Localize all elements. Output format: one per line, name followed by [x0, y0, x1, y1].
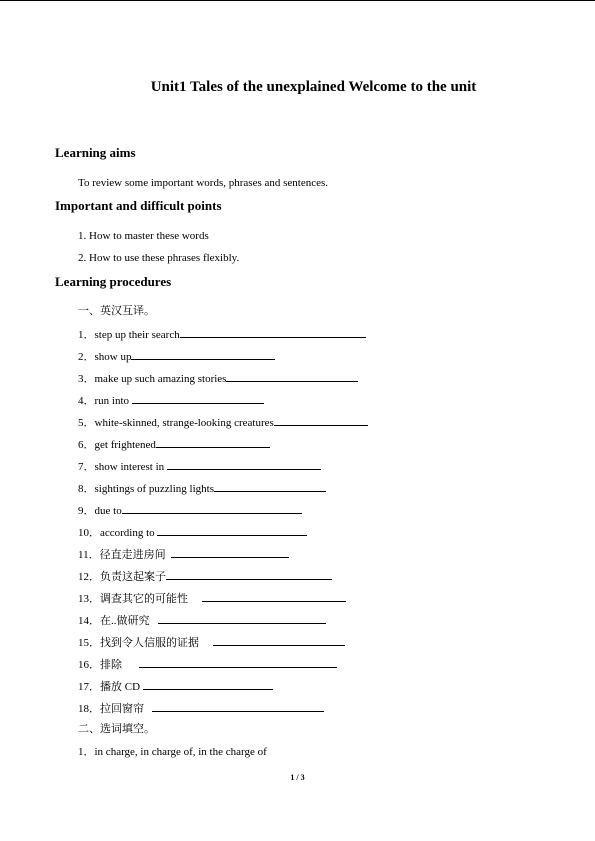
exercise-item-11 [78, 547, 289, 562]
item-number: 7． [78, 461, 95, 473]
exercise-item-18 [78, 701, 324, 716]
exercise-item-6 [78, 437, 270, 452]
item-number: 5． [78, 417, 95, 429]
exercise-item-8 [78, 481, 326, 496]
item-text: 径直走进房间 [99, 549, 166, 561]
item-number: 16． [78, 659, 100, 671]
item-text: white-skinned, strange-looking creatures [94, 417, 274, 429]
answer-blank[interactable] [143, 679, 273, 690]
answer-blank[interactable] [152, 701, 324, 712]
exercise-item-9 [78, 503, 302, 518]
item-text: show interest in [94, 461, 165, 473]
item-text: step up their search [94, 329, 180, 341]
answer-blank[interactable] [131, 349, 275, 360]
answer-blank[interactable] [156, 437, 270, 448]
exercise-item-10 [78, 525, 307, 540]
exercise-item-2 [78, 349, 275, 364]
answer-blank[interactable] [202, 591, 346, 602]
point-item-2: 2. How to use these phrases flexibly. [78, 252, 240, 264]
page-title: Unit1 Tales of the unexplained Welcome to the unit [150, 79, 477, 95]
answer-blank[interactable] [139, 657, 337, 668]
item-number: 8． [78, 483, 95, 495]
answer-blank[interactable] [157, 525, 307, 536]
exercise-item-12 [78, 569, 332, 584]
item-number: 4． [78, 395, 95, 407]
heading-learning-aims: Learning aims [55, 145, 136, 160]
item-number: 1． [78, 329, 95, 341]
answer-blank[interactable] [180, 327, 366, 338]
exercise-item-15 [78, 635, 345, 650]
answer-blank[interactable] [158, 613, 326, 624]
item-text: due to [94, 505, 122, 517]
item-text: 找到令人信服的证据 [100, 637, 199, 649]
exercise-item-7 [78, 459, 321, 474]
item-text: according to [100, 527, 155, 539]
item-number: 18． [78, 703, 100, 715]
exercise-item-14 [78, 613, 326, 628]
item-text: 调查其它的可能性 [100, 593, 188, 605]
answer-blank[interactable] [167, 459, 321, 470]
item-text: 播放 CD [100, 681, 141, 693]
item-number: 10． [78, 527, 100, 539]
exercise-item-1 [78, 327, 366, 342]
item-text: in charge, in charge of, in the charge of [94, 746, 267, 758]
item-number: 9． [78, 505, 95, 517]
aims-text: To review some important words, phrases and sentences. [78, 177, 329, 189]
item-text: make up such amazing stories [94, 373, 227, 385]
item-text: get frightened [94, 439, 156, 451]
item-text: 在..做研究 [100, 615, 150, 627]
item-number: 2． [78, 351, 95, 363]
item-text: show up [94, 351, 132, 363]
answer-blank[interactable] [274, 415, 368, 426]
item-text: sightings of puzzling lights [94, 483, 214, 495]
item-number: 15． [78, 637, 100, 649]
exercise-item-3 [78, 371, 358, 386]
answer-blank[interactable] [213, 635, 345, 646]
section2-item-1 [78, 746, 267, 759]
exercise-item-16 [78, 657, 337, 672]
item-text: 负责这起案子 [100, 571, 166, 583]
answer-blank[interactable] [122, 503, 302, 514]
answer-blank[interactable] [132, 393, 264, 404]
item-number: 3． [78, 373, 95, 385]
item-number: 17． [78, 681, 100, 693]
top-rule [0, 0, 595, 1]
item-number: 11． [78, 549, 100, 561]
item-number: 14． [78, 615, 100, 627]
item-text: 排除 [100, 659, 122, 671]
section2-title: 二、选词填空。 [78, 723, 155, 735]
item-number: 12． [78, 571, 100, 583]
answer-blank[interactable] [171, 547, 289, 558]
exercise-item-17 [78, 679, 273, 694]
item-number: 1． [78, 746, 95, 758]
item-number: 6． [78, 439, 95, 451]
item-text: 拉回窗帘 [100, 703, 144, 715]
exercise-item-4 [78, 393, 264, 408]
heading-important-points: Important and difficult points [55, 198, 222, 213]
answer-blank[interactable] [166, 569, 332, 580]
page-number: 1 / 3 [290, 773, 305, 782]
heading-learning-procedures: Learning procedures [55, 274, 172, 289]
item-text: run into [94, 395, 130, 407]
exercise-item-13 [78, 591, 346, 606]
point-item-1: 1. How to master these words [78, 230, 209, 242]
section1-title: 一、英汉互译。 [78, 305, 155, 317]
answer-blank[interactable] [226, 371, 358, 382]
exercise-item-5 [78, 415, 368, 430]
answer-blank[interactable] [214, 481, 326, 492]
item-number: 13． [78, 593, 100, 605]
